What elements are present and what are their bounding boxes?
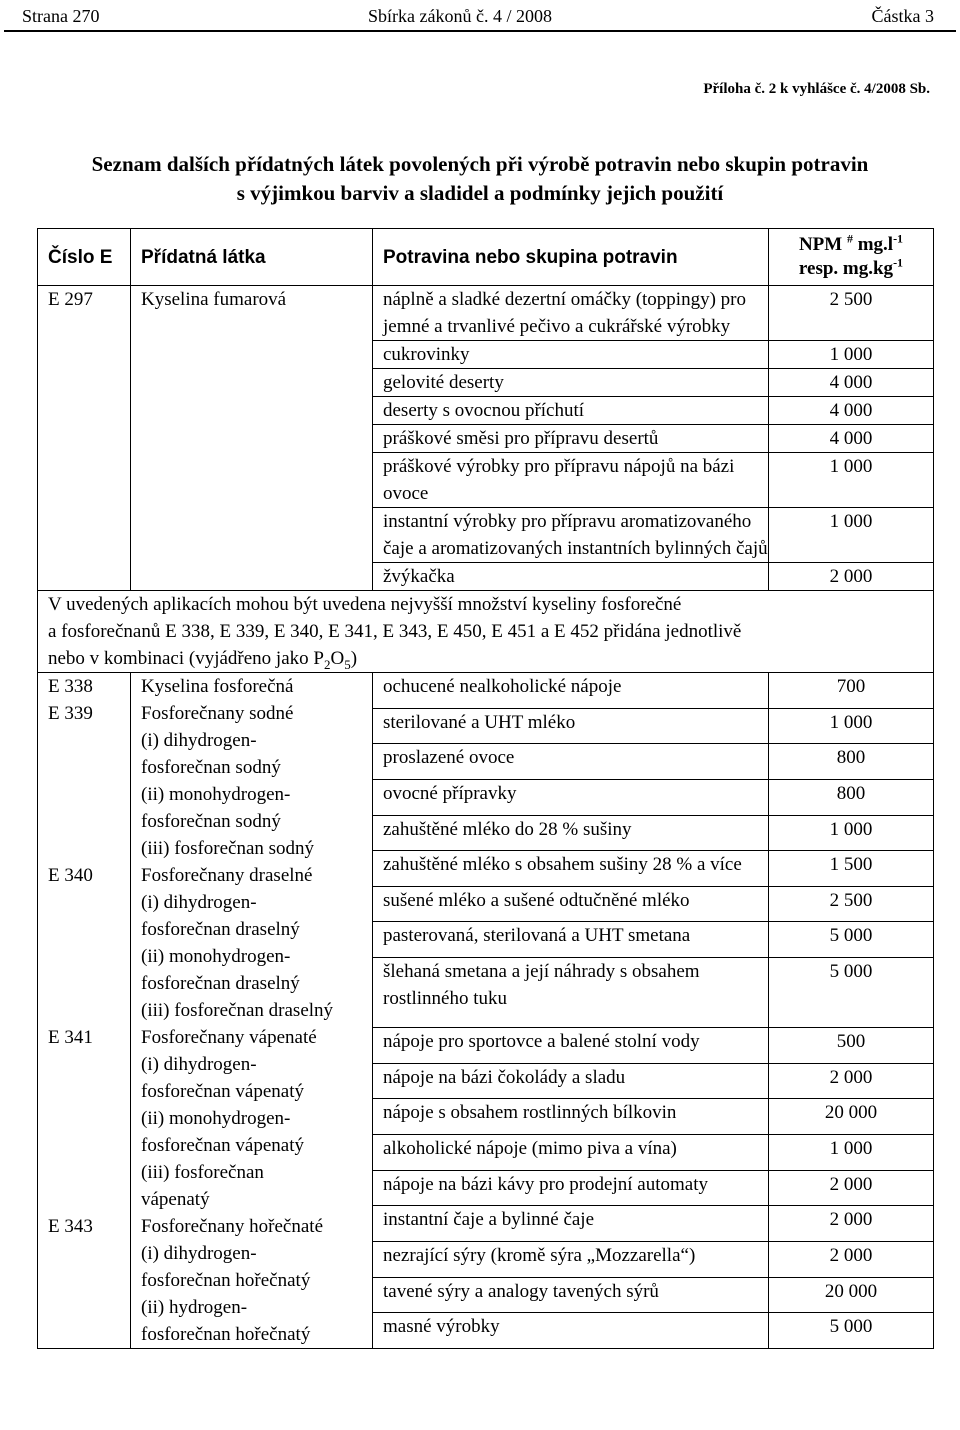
food-cell: ochucené nealkoholické nápoje [373, 673, 769, 709]
note-oxygen: O [330, 648, 345, 669]
header-cislo: Číslo E [38, 229, 131, 286]
code-e339: E 339 [48, 703, 93, 724]
name-line: (i) dihydrogen- [141, 1054, 257, 1075]
npm-value: 1 000 [769, 341, 934, 369]
name-line: Fosforečnany vápenaté [141, 1027, 317, 1048]
note-line-1: V uvedených aplikacích mohou být uvedena nejvyšší množství kyseliny fosforečné [48, 594, 682, 615]
code-e341: E 341 [48, 1027, 93, 1048]
name-line: (iii) fosforečnan [141, 1162, 264, 1183]
npm-value: 2 000 [769, 1170, 934, 1206]
food-cell: deserty s ovocnou příchutí [373, 397, 769, 425]
phosphate-codes [38, 673, 131, 1349]
name-line: vápenatý [141, 1189, 210, 1210]
food-cell: zahuštěné mléko do 28 % sušiny [373, 815, 769, 851]
food-cell: nápoje pro sportovce a balené stolní vody [373, 1028, 769, 1064]
name-line: fosforečnan hořečnatý [141, 1324, 311, 1345]
name-line: fosforečnan vápenatý [141, 1081, 305, 1102]
phosphate-names [131, 673, 373, 1349]
food-cell: ovocné přípravky [373, 779, 769, 815]
e297-name: Kyselina fumarová [131, 286, 373, 591]
name-line: (i) dihydrogen- [141, 1243, 257, 1264]
food-cell: instantní výrobky pro přípravu aromatizovaného čaje a aromatizovaných instantních bylinných čajů [373, 508, 769, 563]
name-line: (iii) fosforečnan draselný [141, 1000, 334, 1021]
npm-value: 2 000 [769, 1063, 934, 1099]
note-line-2: a fosforečnanů E 338, E 339, E 340, E 341, E 343, E 450, E 451 a E 452 přidána jednotlivě [48, 621, 742, 642]
npm-value: 5 000 [769, 958, 934, 1028]
header-rule [4, 30, 956, 32]
npm-value: 1 000 [769, 708, 934, 744]
note-line-3 [48, 645, 933, 672]
page-header [0, 4, 960, 30]
npm-value: 500 [769, 1028, 934, 1064]
note-row [38, 591, 934, 673]
table-row [38, 286, 934, 341]
npm-value: 4 000 [769, 369, 934, 397]
npm-unit-2: resp. mg.kg [798, 258, 894, 279]
food-cell: alkoholické nápoje (mimo piva a vína) [373, 1135, 769, 1171]
name-line: (i) dihydrogen- [141, 892, 257, 913]
note-sub-2: 5 [344, 656, 351, 672]
food-cell: sušené mléko a sušené odtučněné mléko [373, 886, 769, 922]
additives-table [37, 228, 934, 1349]
npm-value: 20 000 [769, 1099, 934, 1135]
name-line: fosforečnan vápenatý [141, 1135, 305, 1156]
food-cell: práškové výrobky pro přípravu nápojů na bázi ovoce [373, 453, 769, 508]
header-latka: Přídatná látka [131, 229, 373, 286]
name-line: Kyselina fosforečná [141, 676, 294, 697]
name-line: (i) dihydrogen- [141, 730, 257, 751]
name-line: (ii) monohydrogen- [141, 1108, 291, 1129]
title-line-1: Seznam dalších přídatných látek povolených při výrobě potravin nebo skupin potravin [91, 152, 869, 176]
name-line: (iii) fosforečnan sodný [141, 838, 315, 859]
annex-label: Příloha č. 2 k vyhlášce č. 4/2008 Sb. [703, 81, 930, 97]
food-cell: gelovité deserty [373, 369, 769, 397]
document-title [0, 150, 960, 208]
journal-title: Sbírka zákonů č. 4 / 2008 [368, 6, 552, 26]
name-line: fosforečnan sodný [141, 757, 281, 778]
food-cell: sterilované a UHT mléko [373, 708, 769, 744]
name-line: fosforečnan sodný [141, 811, 281, 832]
npm-value: 1 000 [769, 815, 934, 851]
note-close: ) [350, 648, 358, 669]
food-cell: cukrovinky [373, 341, 769, 369]
npm-value: 20 000 [769, 1277, 934, 1313]
npm-value: 2 500 [769, 286, 934, 341]
name-line: fosforečnan draselný [141, 973, 300, 994]
note-sub-1: 2 [323, 656, 331, 672]
name-line: (ii) monohydrogen- [141, 784, 291, 805]
header-npm [769, 229, 934, 286]
npm-value: 800 [769, 779, 934, 815]
food-cell: tavené sýry a analogy tavených sýrů [373, 1277, 769, 1313]
npm-value: 5 000 [769, 1313, 934, 1349]
food-cell: náplně a sladké dezertní omáčky (toppingy) pro jemné a trvanlivé pečivo a cukrářské výrobky [373, 286, 769, 341]
food-cell: práškové směsi pro přípravu desertů [373, 425, 769, 453]
table-row [38, 673, 934, 709]
npm-value: 2 000 [769, 1241, 934, 1277]
title-line-2: s výjimkou barviv a sladidel a podmínky jejich použití [236, 181, 724, 205]
food-cell: nápoje na bázi čokolády a sladu [373, 1063, 769, 1099]
npm-value: 1 000 [769, 453, 934, 508]
phosphate-note [38, 591, 934, 673]
header-potravina: Potravina nebo skupina potravin [373, 229, 769, 286]
food-cell: šlehaná smetana a její náhrady s obsahem rostlinného tuku [373, 958, 769, 1028]
food-cell: masné výrobky [373, 1313, 769, 1349]
npm-hash: # [846, 231, 853, 246]
npm-value: 4 000 [769, 425, 934, 453]
npm-exp-2: -1 [893, 255, 904, 270]
name-line: fosforečnan hořečnatý [141, 1270, 311, 1291]
npm-label: NPM [798, 234, 843, 255]
npm-value: 2 000 [769, 563, 934, 591]
npm-value: 1 000 [769, 1135, 934, 1171]
name-line: Fosforečnany hořečnaté [141, 1216, 324, 1237]
npm-value: 2 000 [769, 1206, 934, 1242]
issue-part: Částka 3 [871, 6, 934, 26]
food-cell: zahuštěné mléko s obsahem sušiny 28 % a více [373, 851, 769, 887]
npm-value: 5 000 [769, 922, 934, 958]
name-line: Fosforečnany sodné [141, 703, 294, 724]
npm-value: 800 [769, 744, 934, 780]
npm-unit: mg.l [857, 234, 894, 255]
npm-value: 4 000 [769, 397, 934, 425]
name-line: (ii) hydrogen- [141, 1297, 248, 1318]
code-e338: E 338 [48, 676, 93, 697]
npm-value: 2 500 [769, 886, 934, 922]
food-cell: nezrající sýry (kromě sýra „Mozzarella“) [373, 1241, 769, 1277]
table-header-row [38, 229, 934, 286]
food-cell: proslazené ovoce [373, 744, 769, 780]
food-cell: nápoje s obsahem rostlinných bílkovin [373, 1099, 769, 1135]
e297-code: E 297 [38, 286, 131, 591]
code-e340: E 340 [48, 865, 93, 886]
name-line: (ii) monohydrogen- [141, 946, 291, 967]
food-cell: nápoje na bázi kávy pro prodejní automaty [373, 1170, 769, 1206]
food-cell: pasterovaná, sterilovaná a UHT smetana [373, 922, 769, 958]
note-line-3-text: nebo v kombinaci (vyjádřeno jako P [48, 648, 324, 669]
npm-value: 1 000 [769, 508, 934, 563]
npm-exp: -1 [893, 231, 904, 246]
npm-value: 1 500 [769, 851, 934, 887]
code-e343: E 343 [48, 1216, 93, 1237]
name-line: fosforečnan draselný [141, 919, 300, 940]
name-line: Fosforečnany draselné [141, 865, 313, 886]
food-cell: žvýkačka [373, 563, 769, 591]
food-cell: instantní čaje a bylinné čaje [373, 1206, 769, 1242]
npm-value: 700 [769, 673, 934, 709]
page-number: Strana 270 [22, 6, 100, 26]
